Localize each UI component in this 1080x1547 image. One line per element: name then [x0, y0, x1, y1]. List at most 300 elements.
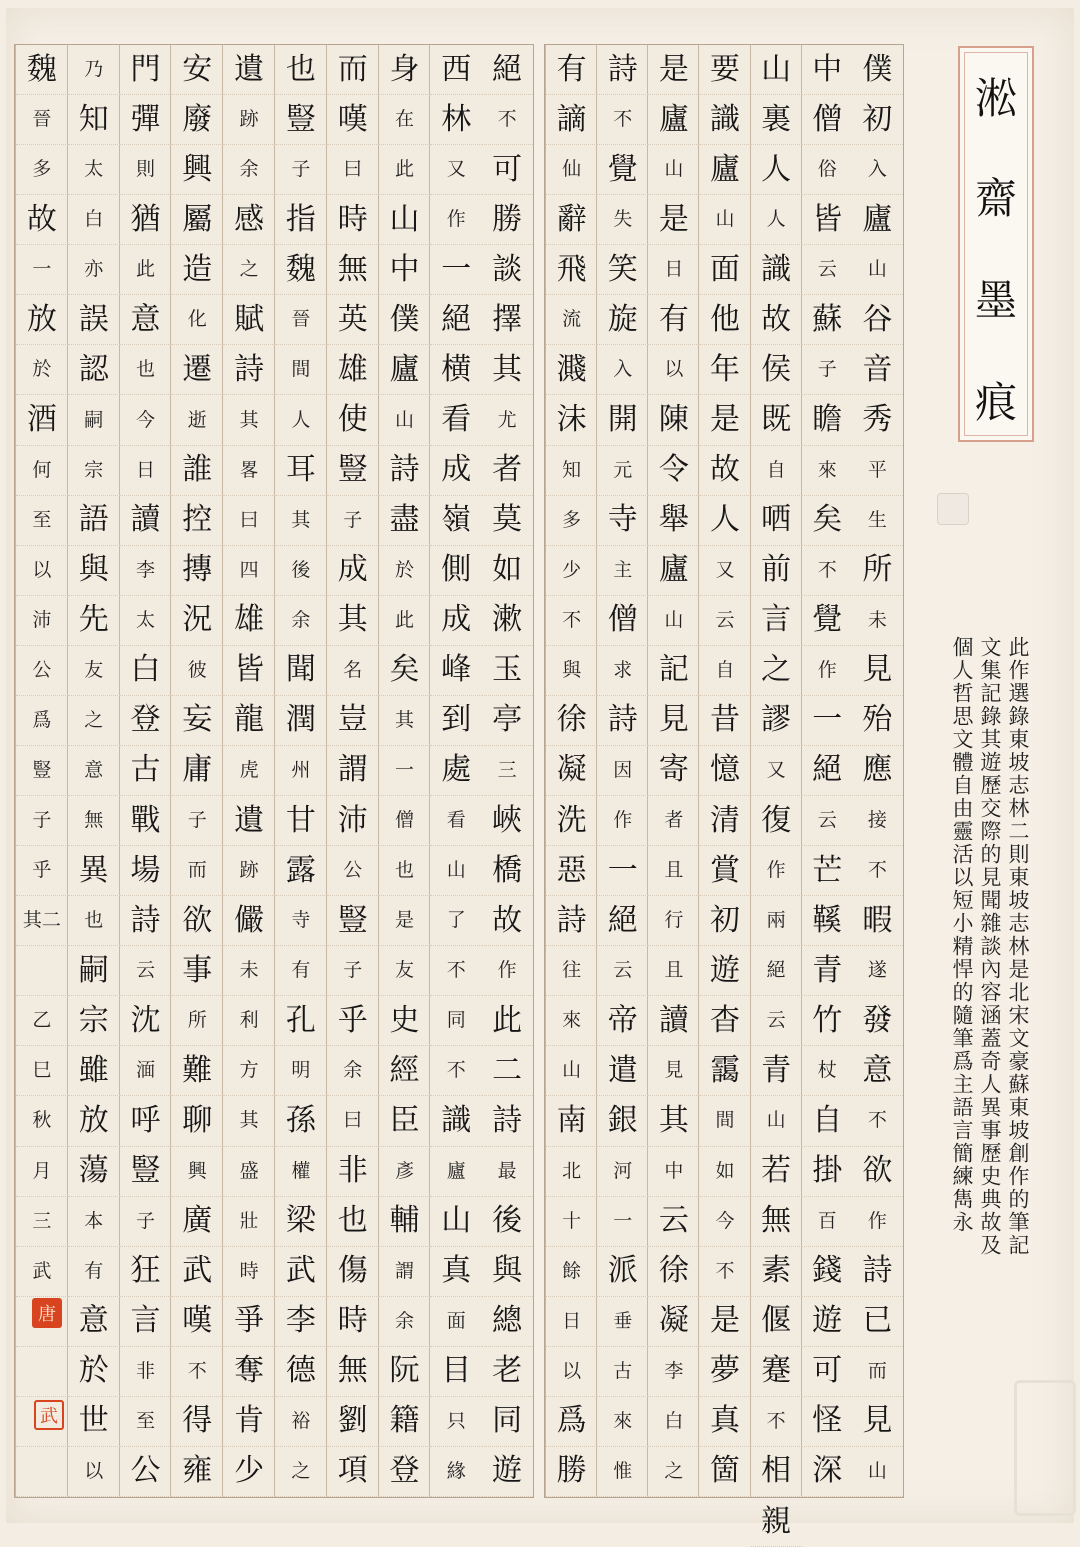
- calligraphy-char: 求: [597, 646, 648, 696]
- calligraphy-char: 怪: [802, 1397, 853, 1447]
- calligraphy-char: 事: [171, 946, 223, 996]
- calligraphy-char: 儼: [223, 896, 275, 946]
- calligraphy-char: 百: [802, 1197, 853, 1247]
- text-column: [647, 45, 698, 1497]
- calligraphy-char: 不: [481, 95, 533, 145]
- calligraphy-char: 嶺: [430, 496, 482, 546]
- calligraphy-char: 無: [327, 1347, 379, 1397]
- calligraphy-char: 一: [597, 1197, 648, 1247]
- calligraphy-char: 宗: [68, 996, 120, 1046]
- calligraphy-char: 沈: [120, 996, 172, 1046]
- calligraphy-char: 間: [699, 1096, 750, 1146]
- calligraphy-char: 詩: [120, 896, 172, 946]
- calligraphy-char: 詩: [852, 1247, 903, 1297]
- calligraphy-char: 廬: [852, 195, 903, 245]
- calligraphy-char: 孔: [275, 996, 327, 1046]
- calligraphy-char: 此: [379, 145, 431, 195]
- calligraphy-char: 作: [430, 195, 482, 245]
- calligraphy-char: 甘: [275, 796, 327, 846]
- calligraphy-char: 山: [852, 245, 903, 295]
- calligraphy-char: 興: [171, 145, 223, 195]
- calligraphy-char: 白: [120, 646, 172, 696]
- calligraphy-char: 前: [751, 546, 802, 596]
- calligraphy-char: 不: [430, 946, 482, 996]
- calligraphy-char: 曰: [327, 145, 379, 195]
- calligraphy-char: 初: [852, 95, 903, 145]
- text-column: [326, 45, 378, 1497]
- calligraphy-char: 憶: [699, 746, 750, 796]
- calligraphy-char: 子: [16, 796, 68, 846]
- calligraphy-char: 盛: [223, 1147, 275, 1197]
- calligraphy-char: 云: [699, 596, 750, 646]
- calligraphy-char: 豎: [120, 1147, 172, 1197]
- calligraphy-char: 之: [223, 245, 275, 295]
- calligraphy-char: 梁: [275, 1197, 327, 1247]
- calligraphy-char: 故: [751, 295, 802, 345]
- calligraphy-char: 河: [597, 1147, 648, 1197]
- calligraphy-char: 哂: [751, 496, 802, 546]
- calligraphy-char: 故: [481, 896, 533, 946]
- calligraphy-char: 中: [648, 1147, 699, 1197]
- calligraphy-char: 至: [16, 496, 68, 546]
- calligraphy-char: 也: [275, 45, 327, 95]
- calligraphy-char: 竹: [802, 996, 853, 1046]
- calligraphy-char: 廬: [430, 1147, 482, 1197]
- calligraphy-char: 公: [120, 1447, 172, 1497]
- title-char: 墨: [974, 276, 1017, 325]
- calligraphy-char: 皆: [223, 646, 275, 696]
- calligraphy-char: 殆: [852, 696, 903, 746]
- calligraphy-char: 之: [275, 1447, 327, 1497]
- calligraphy-char: 且: [648, 846, 699, 896]
- calligraphy-char: 以: [16, 546, 68, 596]
- calligraphy-char: 夢: [699, 1347, 750, 1397]
- calligraphy-char: 其: [327, 596, 379, 646]
- calligraphy-char: 無: [68, 796, 120, 846]
- calligraphy-char: 山: [430, 846, 482, 896]
- calligraphy-char: 派: [597, 1247, 648, 1297]
- calligraphy-char: 芒: [802, 846, 853, 896]
- calligraphy-char: 面: [699, 245, 750, 295]
- calligraphy-char: 乎: [327, 996, 379, 1046]
- calligraphy-char: 利: [223, 996, 275, 1046]
- calligraphy-char: 皆: [802, 195, 853, 245]
- calligraphy-char: 雄: [327, 345, 379, 395]
- calligraphy-char: 一: [802, 696, 853, 746]
- calligraphy-char: 傷: [327, 1247, 379, 1297]
- calligraphy-char: 總: [481, 1297, 533, 1347]
- calligraphy-char: 彥: [379, 1147, 431, 1197]
- calligraphy-char: 也: [327, 1197, 379, 1247]
- calligraphy-char: 是: [699, 395, 750, 445]
- calligraphy-char: 有: [275, 946, 327, 996]
- calligraphy-char: 來: [597, 1397, 648, 1447]
- calligraphy-char: 所: [171, 996, 223, 1046]
- calligraphy-char: 側: [430, 546, 482, 596]
- calligraphy-char: 者: [481, 446, 533, 496]
- calligraphy-char: 於: [16, 345, 68, 395]
- calligraphy-char: 四: [223, 546, 275, 596]
- calligraphy-char: 絕: [751, 946, 802, 996]
- calligraphy-char: 故: [699, 446, 750, 496]
- calligraphy-char: 他: [699, 295, 750, 345]
- calligraphy-char: 中: [802, 45, 853, 95]
- calligraphy-char: 真: [699, 1397, 750, 1447]
- calligraphy-char: 子: [120, 1197, 172, 1247]
- calligraphy-char: 暇: [852, 896, 903, 946]
- calligraphy-char: 人: [751, 195, 802, 245]
- text-column: [545, 45, 596, 1497]
- calligraphy-char: 目: [430, 1347, 482, 1397]
- calligraphy-char: 杳: [699, 996, 750, 1046]
- calligraphy-char: 後: [481, 1197, 533, 1247]
- calligraphy-char: 此: [120, 245, 172, 295]
- calligraphy-char: 在: [379, 95, 431, 145]
- calligraphy-char: 其二: [16, 896, 68, 946]
- calligraphy-char: 之: [648, 1447, 699, 1497]
- calligraphy-char: 寄: [648, 746, 699, 796]
- calligraphy-char: 子: [327, 946, 379, 996]
- text-column: [750, 45, 801, 1539]
- calligraphy-char: 所: [852, 546, 903, 596]
- calligraphy-char: 籍: [379, 1397, 431, 1447]
- calligraphy-char: 欲: [171, 896, 223, 946]
- calligraphy-char: 劉: [327, 1397, 379, 1447]
- calligraphy-char: 北: [546, 1147, 597, 1197]
- calligraphy-char: 李: [275, 1297, 327, 1347]
- calligraphy-char: 白: [68, 195, 120, 245]
- calligraphy-char: 不: [430, 1046, 482, 1096]
- calligraphy-char: 裏: [751, 95, 802, 145]
- calligraphy-char: 山: [379, 395, 431, 445]
- calligraphy-char: 世: [68, 1397, 120, 1447]
- calligraphy-char: 巳: [16, 1046, 68, 1096]
- calligraphy-char: 而: [327, 45, 379, 95]
- calligraphy-char: 與: [546, 646, 597, 696]
- calligraphy-char: 其: [648, 1096, 699, 1146]
- calligraphy-char: 雄: [223, 596, 275, 646]
- text-column: [596, 45, 647, 1497]
- calligraphy-char: 放: [16, 295, 68, 345]
- calligraphy-char: 垂: [597, 1297, 648, 1347]
- calligraphy-char: 最: [481, 1147, 533, 1197]
- calligraphy-char: 不: [852, 1096, 903, 1146]
- calligraphy-char: 若: [751, 1147, 802, 1197]
- calligraphy-char: 多: [546, 496, 597, 546]
- calligraphy-char: 遂: [852, 946, 903, 996]
- calligraphy-char: 青: [751, 1046, 802, 1096]
- calligraphy-char: 此: [481, 996, 533, 1046]
- calligraphy-char: 云: [120, 946, 172, 996]
- calligraphy-char: 老: [481, 1347, 533, 1397]
- calligraphy-char: 余: [223, 145, 275, 195]
- calligraphy-char: 只: [430, 1397, 482, 1447]
- calligraphy-char: 谷: [852, 295, 903, 345]
- calligraphy-char: 山: [751, 1096, 802, 1146]
- title-box: [958, 46, 1034, 442]
- calligraphy-char: 横: [430, 345, 482, 395]
- calligraphy-char: 何: [16, 446, 68, 496]
- calligraphy-char: 遣: [597, 1046, 648, 1096]
- calligraphy-char: 作: [597, 796, 648, 846]
- calligraphy-char: 自: [802, 1096, 853, 1146]
- calligraphy-char: 謬: [751, 696, 802, 746]
- calligraphy-char: 令: [648, 446, 699, 496]
- calligraphy-char: 亭: [481, 696, 533, 746]
- calligraphy-char: 僧: [597, 596, 648, 646]
- calligraphy-char: 也: [68, 896, 120, 946]
- calligraphy-char: 人: [751, 145, 802, 195]
- calligraphy-char: 僧: [379, 796, 431, 846]
- calligraphy-char: 作: [802, 646, 853, 696]
- calligraphy-char: 人: [275, 395, 327, 445]
- calligraphy-char: 瞻: [802, 395, 853, 445]
- calligraphy-char: 爲: [546, 1397, 597, 1447]
- calligraphy-char: 素: [751, 1247, 802, 1297]
- calligraphy-char: 日: [648, 245, 699, 295]
- calligraphy-char: 入: [852, 145, 903, 195]
- calligraphy-char: 肯: [223, 1397, 275, 1447]
- calligraphy-char: 可: [481, 145, 533, 195]
- calligraphy-char: 三: [16, 1197, 68, 1247]
- calligraphy-char: 擇: [481, 295, 533, 345]
- calligraphy-char: 絕: [430, 295, 482, 345]
- calligraphy-char: 二: [481, 1046, 533, 1096]
- calligraphy-char: 復: [751, 796, 802, 846]
- calligraphy-char: 詩: [597, 45, 648, 95]
- calligraphy-char: 不: [171, 1347, 223, 1397]
- calligraphy-char: 靄: [699, 1046, 750, 1096]
- calligraphy-char: 洗: [546, 796, 597, 846]
- calligraphy-char: 鞵: [802, 896, 853, 946]
- calligraphy-char: 寺: [597, 496, 648, 546]
- calligraphy-char: 太: [120, 596, 172, 646]
- calligraphy-char: 遊: [481, 1447, 533, 1497]
- calligraphy-char: 況: [171, 596, 223, 646]
- calligraphy-char: 德: [275, 1347, 327, 1397]
- calligraphy-char: 緣: [430, 1447, 482, 1497]
- calligraphy-char: 公: [16, 646, 68, 696]
- calligraphy-char: 登: [120, 696, 172, 746]
- calligraphy-char: 自: [699, 646, 750, 696]
- calligraphy-char: 詩: [597, 696, 648, 746]
- calligraphy-char: 寺: [275, 896, 327, 946]
- calligraphy-char: 山: [751, 45, 802, 95]
- calligraphy-char: 晉: [275, 295, 327, 345]
- calligraphy-char: 廢: [171, 95, 223, 145]
- calligraphy-char: 不: [802, 546, 853, 596]
- calligraphy-char: 謂: [327, 746, 379, 796]
- calligraphy-char: 見: [648, 1046, 699, 1096]
- calligraphy-char: 成: [327, 546, 379, 596]
- calligraphy-char: 身: [379, 45, 431, 95]
- calligraphy-char: 因: [597, 746, 648, 796]
- calligraphy-char: 僕: [852, 45, 903, 95]
- calligraphy-char: [16, 1347, 68, 1397]
- calligraphy-char: 場: [120, 846, 172, 896]
- calligraphy-char: 興: [171, 1147, 223, 1197]
- calligraphy-char: 遷: [171, 345, 223, 395]
- calligraphy-char: 云: [751, 996, 802, 1046]
- calligraphy-char: 屬: [171, 195, 223, 245]
- calligraphy-char: 不: [597, 95, 648, 145]
- calligraphy-char: 青: [802, 946, 853, 996]
- calligraphy-char: 詩: [481, 1096, 533, 1146]
- calligraphy-char: 了: [430, 896, 482, 946]
- calligraphy-char: 誤: [68, 295, 120, 345]
- calligraphy-char: 之: [751, 646, 802, 696]
- calligraphy-char: 時: [223, 1247, 275, 1297]
- calligraphy-char: 詩: [546, 896, 597, 946]
- calligraphy-char: 爭: [223, 1297, 275, 1347]
- calligraphy-char: [16, 1447, 68, 1497]
- calligraphy-char: 曰: [327, 1096, 379, 1146]
- calligraphy-char: 有: [648, 295, 699, 345]
- calligraphy-char: 乎: [16, 846, 68, 896]
- calligraphy-char: 友: [68, 646, 120, 696]
- calligraphy-char: 湎: [120, 1046, 172, 1096]
- calligraphy-char: 有: [546, 45, 597, 95]
- calligraphy-char: 武: [171, 1247, 223, 1297]
- calligraphy-char: 名: [327, 646, 379, 696]
- calligraphy-char: 是: [379, 896, 431, 946]
- calligraphy-char: 未: [223, 946, 275, 996]
- description-column: 文集記錄其遊歷交際的見聞雜談內容涵蓋奇人異事歷史典故及: [978, 636, 1002, 1257]
- calligraphy-char: 豎: [327, 446, 379, 496]
- calligraphy-char: 仙: [546, 145, 597, 195]
- calligraphy-char: 宗: [68, 446, 120, 496]
- calligraphy-char: 嗣: [68, 946, 120, 996]
- calligraphy-char: 戰: [120, 796, 172, 846]
- calligraphy-char: 廬: [699, 145, 750, 195]
- calligraphy-char: 白: [648, 1397, 699, 1447]
- calligraphy-char: 非: [120, 1347, 172, 1397]
- calligraphy-char: 臣: [379, 1096, 431, 1146]
- calligraphy-char: 流: [546, 295, 597, 345]
- calligraphy-char: 真: [430, 1247, 482, 1297]
- calligraphy-char: 聊: [171, 1096, 223, 1146]
- calligraphy-char: 於: [68, 1347, 120, 1397]
- calligraphy-char: 矣: [802, 496, 853, 546]
- calligraphy-char: 辭: [546, 195, 597, 245]
- calligraphy-char: 晉: [16, 95, 68, 145]
- calligraphy-char: 濺: [546, 345, 597, 395]
- calligraphy-char: 日: [546, 1297, 597, 1347]
- calligraphy-char: 笑: [597, 245, 648, 295]
- calligraphy-panel-left: [14, 44, 534, 1498]
- calligraphy-char: 一: [379, 746, 431, 796]
- calligraphy-char: 記: [648, 646, 699, 696]
- calligraphy-char: 應: [852, 746, 903, 796]
- calligraphy-char: 門: [120, 45, 172, 95]
- calligraphy-char: 如: [699, 1147, 750, 1197]
- calligraphy-char: 項: [327, 1447, 379, 1497]
- calligraphy-char: 以: [68, 1447, 120, 1497]
- calligraphy-char: 感: [223, 195, 275, 245]
- calligraphy-char: 時: [327, 195, 379, 245]
- calligraphy-char: 明: [275, 1046, 327, 1096]
- calligraphy-char: 發: [852, 996, 903, 1046]
- calligraphy-char: 一: [16, 245, 68, 295]
- calligraphy-char: 謫: [546, 95, 597, 145]
- calligraphy-char: 杖: [802, 1046, 853, 1096]
- calligraphy-char: 沛: [327, 796, 379, 846]
- calligraphy-char: 秀: [852, 395, 903, 445]
- calligraphy-char: 其: [223, 1096, 275, 1146]
- calligraphy-char: 音: [852, 345, 903, 395]
- calligraphy-char: 雍: [171, 1447, 223, 1497]
- calligraphy-char: 狂: [120, 1247, 172, 1297]
- calligraphy-char: 可: [802, 1347, 853, 1397]
- calligraphy-char: 控: [171, 496, 223, 546]
- calligraphy-char: 橋: [481, 846, 533, 896]
- calligraphy-char: 一: [597, 846, 648, 896]
- calligraphy-char: 要: [699, 45, 750, 95]
- calligraphy-char: 是: [699, 1297, 750, 1347]
- calligraphy-char: 不: [546, 596, 597, 646]
- calligraphy-char: 潤: [275, 696, 327, 746]
- calligraphy-char: 盡: [379, 496, 431, 546]
- calligraphy-char: 詩: [379, 446, 431, 496]
- calligraphy-char: 故: [16, 195, 68, 245]
- text-column: [378, 45, 430, 1497]
- calligraphy-char: 也: [120, 345, 172, 395]
- calligraphy-char: 州: [275, 746, 327, 796]
- calligraphy-char: 僧: [802, 95, 853, 145]
- calligraphy-char: 間: [275, 345, 327, 395]
- calligraphy-char: 云: [597, 946, 648, 996]
- calligraphy-char: 少: [223, 1447, 275, 1497]
- calligraphy-char: 西: [430, 45, 482, 95]
- leisure-seal: [937, 493, 969, 525]
- watermark-stamp: [1014, 1380, 1076, 1516]
- calligraphy-char: 登: [379, 1447, 431, 1497]
- calligraphy-char: 妄: [171, 696, 223, 746]
- calligraphy-char: 山: [379, 195, 431, 245]
- calligraphy-char: 作: [852, 1197, 903, 1247]
- calligraphy-char: 惟: [597, 1447, 648, 1497]
- calligraphy-char: 絕: [802, 746, 853, 796]
- calligraphy-char: 凝: [546, 746, 597, 796]
- calligraphy-char: 掛: [802, 1147, 853, 1197]
- calligraphy-char: 無: [327, 245, 379, 295]
- calligraphy-char: 先: [68, 596, 120, 646]
- calligraphy-char: 入: [597, 345, 648, 395]
- calligraphy-char: 作: [751, 846, 802, 896]
- calligraphy-char: 之: [68, 696, 120, 746]
- description-column: 此作選錄東坡志林二則東坡志林是北宋文豪蘇東坡創作的筆記: [1006, 636, 1030, 1257]
- calligraphy-char: 太: [68, 145, 120, 195]
- calligraphy-char: 跡: [223, 846, 275, 896]
- calligraphy-char: 月: [16, 1147, 68, 1197]
- calligraphy-char: 峽: [481, 796, 533, 846]
- calligraphy-char: 意: [68, 1297, 120, 1347]
- calligraphy-char: 處: [430, 746, 482, 796]
- calligraphy-char: 公: [327, 846, 379, 896]
- calligraphy-char: 識: [699, 95, 750, 145]
- calligraphy-char: 者: [648, 796, 699, 846]
- calligraphy-char: 得: [171, 1397, 223, 1447]
- calligraphy-char: 見: [852, 1397, 903, 1447]
- calligraphy-char: 子: [275, 145, 327, 195]
- calligraphy-char: 讀: [120, 496, 172, 546]
- calligraphy-char: 銀: [597, 1096, 648, 1146]
- calligraphy-char: 權: [275, 1147, 327, 1197]
- calligraphy-char: 兩: [751, 896, 802, 946]
- calligraphy-char: 生: [852, 496, 903, 546]
- calligraphy-char: 往: [546, 946, 597, 996]
- calligraphy-char: 談: [481, 245, 533, 295]
